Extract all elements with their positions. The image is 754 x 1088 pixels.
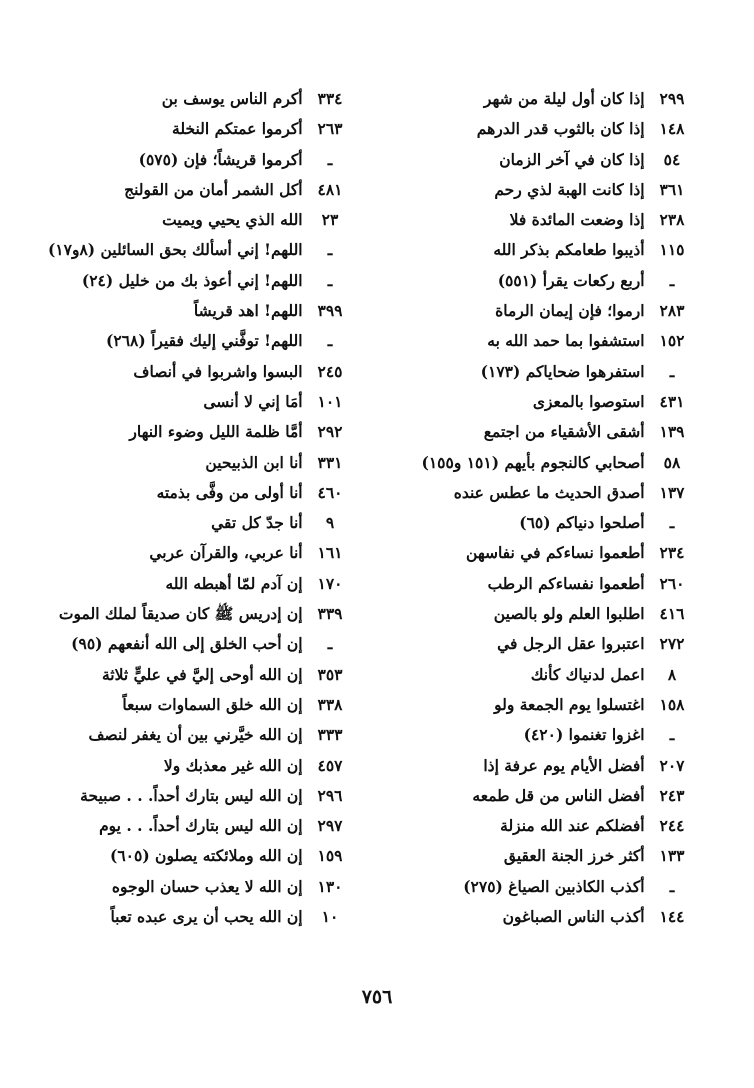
entry-text: أكذب الكاذبين الصياغ (٢٧٥) <box>463 876 645 896</box>
entry-number: ٣٣٣ <box>317 725 343 745</box>
entry-number: ٢٤٤ <box>659 816 685 836</box>
entry-text: إذا كان أول ليلة من شهر <box>483 89 645 108</box>
entry-text: اعتبروا عقل الرجل في <box>497 634 645 654</box>
entry-text: إن الله ليس بتارك أحداً. . . يوم <box>99 816 303 836</box>
index-entry <box>32 690 352 720</box>
entry-number: ٢٦٠ <box>659 573 685 593</box>
entry-number: ١٠ <box>321 907 339 927</box>
entry-text: أطعموا نساءكم في نفاسهن <box>466 543 645 563</box>
entry-number: ١٣٠ <box>317 876 343 896</box>
entry-number: ٢٣٨ <box>659 210 685 230</box>
entry-text: أكثر خرز الجنة العقيق <box>503 846 645 866</box>
entry-text: أنا ابن الذبيحين <box>205 452 303 472</box>
entry-number: ٢٦٣ <box>317 119 343 139</box>
entry-text: اللهم! إني أعوذ بك من خليل (٢٤) <box>81 270 303 290</box>
index-entry <box>374 811 694 841</box>
index-entry <box>32 84 352 114</box>
entry-number: ـ <box>669 270 675 290</box>
entry-number: ٣٣٤ <box>317 89 343 108</box>
entry-number: ـ <box>669 513 675 533</box>
entry-number: ٥٨ <box>663 452 681 472</box>
entry-number: ١٠١ <box>317 391 343 411</box>
index-entry <box>374 296 694 326</box>
index-entry <box>374 629 694 659</box>
entry-text: إن الله وملائكته يصلون (٦٠٥) <box>110 846 303 866</box>
entry-text: اللهم! اهد قريشاً <box>193 301 303 321</box>
entry-number: ٤٨١ <box>317 179 343 199</box>
entry-text: أنا عربي، والقرآن عربي <box>149 543 303 563</box>
entry-number: ٢٩٧ <box>317 816 343 836</box>
entry-number: ٢٠٧ <box>659 755 685 775</box>
entry-number: ـ <box>327 634 333 654</box>
index-entry <box>32 175 352 205</box>
entry-text: أربع ركعات يقرأ (٥٥١) <box>497 270 645 290</box>
entry-text: أكرموا قريشاً؛ فإن (٥٧٥) <box>138 149 303 169</box>
index-entry <box>374 114 694 144</box>
index-entry <box>374 205 694 235</box>
index-entry <box>32 205 352 235</box>
index-entry <box>374 145 694 175</box>
index-entry <box>374 448 694 478</box>
entry-text: أفضل الناس من قل طمعه <box>472 785 645 805</box>
entry-number: ١٥٨ <box>659 694 685 714</box>
entry-text: إن الله يحب أن يرى عبده تعباً <box>110 907 303 927</box>
index-entry <box>374 902 694 932</box>
entry-text: أشقى الأشقياء من اجتمع <box>483 422 645 442</box>
index-entry <box>374 326 694 356</box>
index-entry <box>374 417 694 447</box>
index-entry <box>374 266 694 296</box>
index-entry <box>32 660 352 690</box>
entry-text: إن أحب الخلق إلى الله أنفعهم (٩٥) <box>71 634 303 654</box>
index-entry <box>374 599 694 629</box>
index-entry <box>32 902 352 932</box>
entry-text: إذا كان بالثوب قدر الدرهم <box>476 119 645 139</box>
entry-number: ٨ <box>667 664 677 684</box>
entry-text: الله الذي يحيي ويميت <box>162 210 303 230</box>
entry-text: إذا كان في آخر الزمان <box>499 149 645 169</box>
index-entry <box>32 508 352 538</box>
entry-text: ارموا؛ فإن إيمان الرماة <box>495 301 645 321</box>
entry-text: إن الله ليس بتارك أحداً. . . صبيحة <box>80 785 303 805</box>
entry-text: أنا أولى من وفَّى بذمته <box>156 482 303 502</box>
entry-text: إن الله لا يعذب حسان الوجوه <box>111 876 303 896</box>
entry-text: استشفوا بما حمد الله به <box>487 331 645 351</box>
entry-number: ١٣٩ <box>659 422 685 442</box>
entry-text: أكل الشمر أمان من القولنج <box>124 179 303 199</box>
entry-text: اللهم! إني أسألك بحق السائلين (٨و١٧) <box>47 240 303 260</box>
entry-text: أنا جدّ كل تقي <box>211 513 303 533</box>
entry-number: ٩ <box>325 513 335 533</box>
entry-text: أكرموا عمتكم النخلة <box>172 119 303 139</box>
index-entry <box>374 84 694 114</box>
index-entry <box>374 387 694 417</box>
entry-text: إن الله غير معذبك ولا <box>163 755 303 775</box>
entry-text: اغزوا تغنموا (٤٢٠) <box>523 725 645 745</box>
index-entry <box>32 781 352 811</box>
entry-number: ٣٣١ <box>317 452 343 472</box>
entry-number: ٢٧٢ <box>659 634 685 654</box>
index-entry <box>32 841 352 871</box>
entry-number: ٣٣٨ <box>317 694 343 714</box>
index-entry <box>374 508 694 538</box>
entry-number: ٤٣١ <box>659 391 685 411</box>
entry-text: إذا وضعت المائدة فلا <box>509 210 645 230</box>
index-entry <box>374 872 694 902</box>
entry-text: أفضلكم عند الله منزلة <box>500 816 645 836</box>
index-entry <box>374 175 694 205</box>
entry-number: ١٧٠ <box>317 573 343 593</box>
entry-number: ١١٥ <box>659 240 685 260</box>
index-entry <box>32 296 352 326</box>
entry-text: أمَّا ظلمة الليل وضوء النهار <box>129 422 303 442</box>
index-entry <box>32 811 352 841</box>
entry-text: أكذب الناس الصباغون <box>502 907 645 927</box>
entry-number: ٤١٦ <box>659 604 685 624</box>
index-entry <box>374 690 694 720</box>
entry-text: أفضل الأيام يوم عرفة إذا <box>483 755 645 775</box>
index-entry <box>374 569 694 599</box>
entry-number: ـ <box>669 876 675 896</box>
entry-number: ١٤٨ <box>659 119 685 139</box>
index-column-right <box>374 84 694 932</box>
entry-number: ٢٤٥ <box>317 361 343 381</box>
entry-text: استوصوا بالمعزى <box>532 391 645 411</box>
index-entry <box>32 235 352 265</box>
index-column-left <box>32 84 352 932</box>
index-entry <box>374 357 694 387</box>
entry-number: ٣٩٩ <box>317 301 343 321</box>
page-number: ٧٥٦ <box>361 986 393 1008</box>
entry-text: البسوا واشربوا في أنصاف <box>133 361 303 381</box>
entry-number: ٤٦٠ <box>317 482 343 502</box>
entry-number: ١٣٣ <box>659 846 685 866</box>
entry-text: اغتسلوا يوم الجمعة ولو <box>494 694 645 714</box>
entry-text: أصلحوا دنياكم (٦٥) <box>519 513 645 533</box>
index-entry <box>32 872 352 902</box>
entry-number: ـ <box>669 725 675 745</box>
entry-text: أمَا إني لا أنسى <box>203 391 303 411</box>
index-entry <box>374 781 694 811</box>
entry-text: إذا كانت الهبة لذي رحم <box>494 179 645 199</box>
entry-text: أكرم الناس يوسف بن <box>161 89 303 108</box>
entry-number: ٢٩٢ <box>317 422 343 442</box>
entry-text: أطعموا نفساءكم الرطب <box>487 573 645 593</box>
entry-text: استفرهوا ضحاياكم (١٧٣) <box>480 361 645 381</box>
entry-number: ـ <box>327 270 333 290</box>
index-entry <box>32 357 352 387</box>
index-entry <box>374 235 694 265</box>
index-entry <box>374 751 694 781</box>
entry-number: ـ <box>327 331 333 351</box>
entry-text: إن الله أوحى إليَّ في عليٍّ ثلاثة <box>102 664 303 684</box>
entry-number: ٤٥٧ <box>317 755 343 775</box>
index-entry <box>374 841 694 871</box>
entry-text: اعمل لدنياك كأنك <box>530 664 645 684</box>
entry-number: ٢٣ <box>321 210 339 230</box>
entry-number: ١٥٢ <box>659 331 685 351</box>
entry-number: ٢٣٤ <box>659 543 685 563</box>
entry-text: أصحابي كالنجوم بأيهم (١٥١ و١٥٥) <box>421 452 645 472</box>
entry-number: ٢٨٣ <box>659 301 685 321</box>
index-entry <box>32 145 352 175</box>
index-entry <box>32 720 352 750</box>
entry-number: ـ <box>669 361 675 381</box>
index-entry <box>32 478 352 508</box>
entry-number: ـ <box>327 149 333 169</box>
entry-number: ٣٥٣ <box>317 664 343 684</box>
entry-number: ٢٩٦ <box>317 785 343 805</box>
entry-number: ٢٩٩ <box>659 89 685 108</box>
index-entry <box>32 599 352 629</box>
index-entry <box>32 569 352 599</box>
entry-text: إن الله خيَّرني بين أن يغفر لنصف <box>88 725 303 745</box>
entry-number: ٣٦١ <box>659 179 685 199</box>
entry-number: ـ <box>327 240 333 260</box>
entry-number: ١٤٤ <box>659 907 685 927</box>
index-entry <box>32 538 352 568</box>
index-entry <box>32 751 352 781</box>
entry-number: ١٥٩ <box>317 846 343 866</box>
index-entry <box>374 478 694 508</box>
entry-number: ١٦١ <box>317 543 343 563</box>
index-entry <box>32 417 352 447</box>
entry-number: ٣٣٩ <box>317 604 343 624</box>
index-entry <box>32 114 352 144</box>
entry-number: ٢٤٣ <box>659 785 685 805</box>
index-entry <box>32 629 352 659</box>
index-entry <box>32 326 352 356</box>
entry-text: إن الله خلق السماوات سبعاً <box>122 694 303 714</box>
entry-text: إن إدريس ﷺ كان صديقاً لملك الموت <box>58 604 303 624</box>
index-entry <box>32 266 352 296</box>
entry-text: اطلبوا العلم ولو بالصين <box>493 604 645 624</box>
entry-text: إن آدم لمّا أهبطه الله <box>165 573 303 593</box>
index-entry <box>32 448 352 478</box>
index-entry <box>374 538 694 568</box>
entry-number: ١٣٧ <box>659 482 685 502</box>
index-entry <box>32 387 352 417</box>
index-entry <box>374 720 694 750</box>
index-entry <box>374 660 694 690</box>
entry-number: ٥٤ <box>663 149 681 169</box>
entry-text: أذيبوا طعامكم بذكر الله <box>493 240 645 260</box>
entry-text: اللهم! توفَّني إليك فقيراً (٢٦٨) <box>106 331 303 351</box>
entry-text: أصدق الحديث ما عطس عنده <box>453 482 645 502</box>
